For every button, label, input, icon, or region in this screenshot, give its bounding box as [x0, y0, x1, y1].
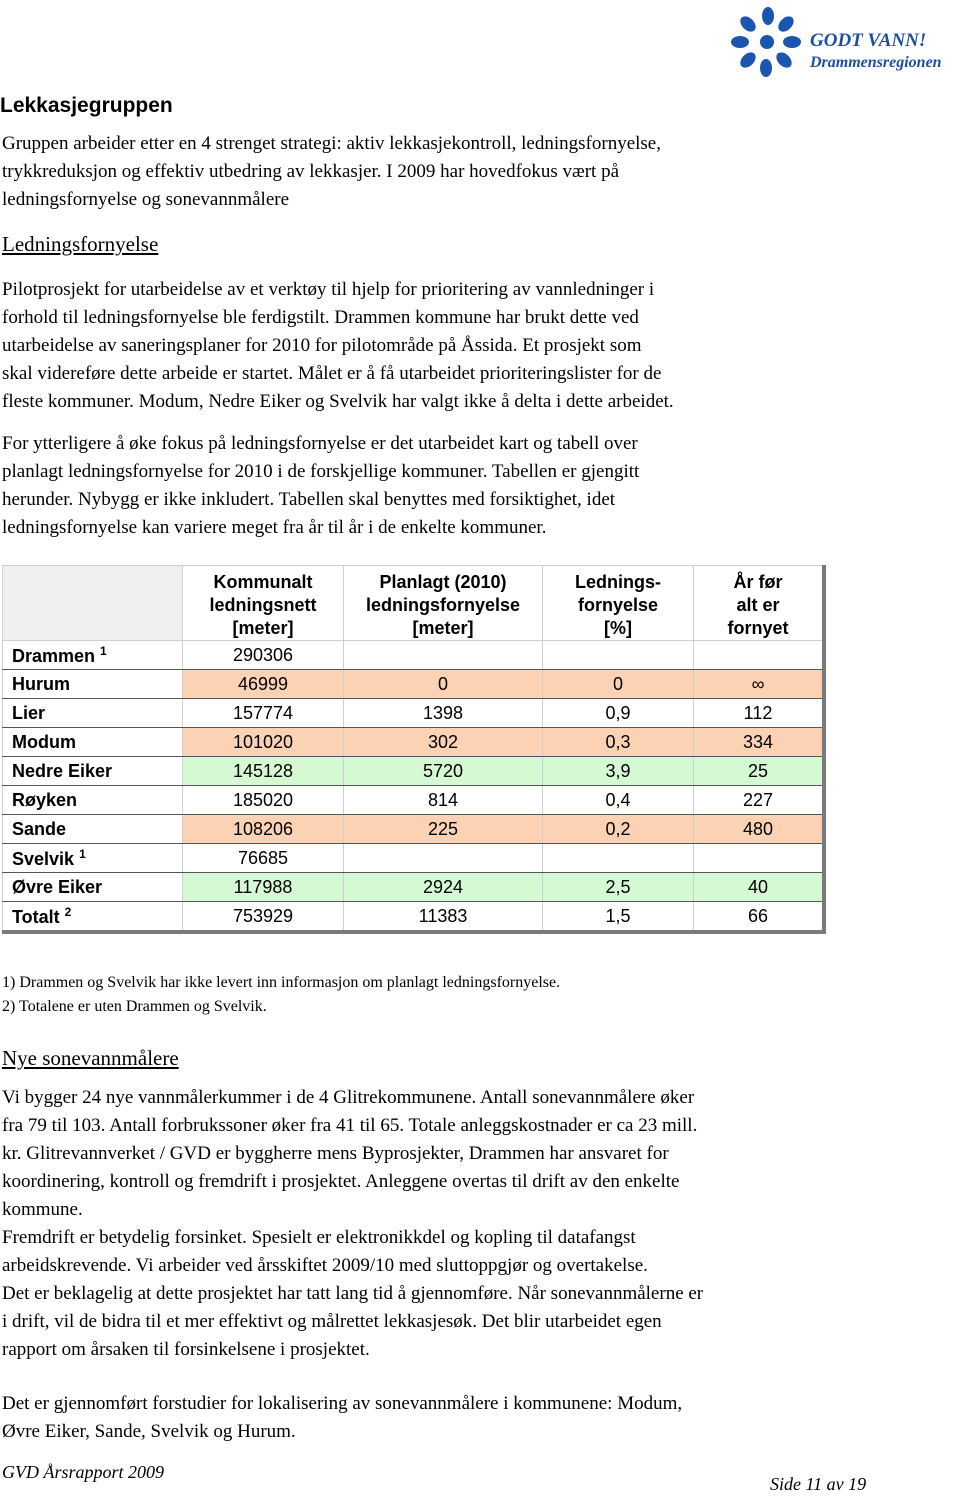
- table-row: [3, 699, 825, 728]
- para-line: Det er gjennomført forstudier for lokalisering av sonevannmålere i kommunene: Modum,: [2, 1393, 683, 1414]
- para-line: Vi bygger 24 nye vannmålerkummer i de 4 Glitrekommunene. Antall sonevannmålere øker: [2, 1087, 695, 1108]
- renewal-percent-cell: 0,2: [543, 815, 694, 844]
- para-line: rapport om årsaken til forsinkelsene i prosjektet.: [2, 1339, 370, 1360]
- renewal-percent-cell: 1,5: [543, 902, 694, 933]
- table-header-row: [3, 566, 825, 641]
- renewal-percent-cell: [543, 844, 694, 873]
- header-text: [meter]: [232, 618, 294, 638]
- para-line: Fremdrift er betydelig forsinket. Spesielt er elektronikkdel og kopling til datafangst: [2, 1227, 636, 1248]
- renewal-percent-cell: 0,9: [543, 699, 694, 728]
- para-line: i drift, vil de bidra til et mer effektivt og målrettet lekkasjesøk. Det blir utarbeidet egen: [2, 1311, 662, 1332]
- network-length-cell: 117988: [183, 873, 344, 902]
- footnote-2: 2) Totalene er uten Drammen og Svelvik.: [2, 998, 267, 1015]
- header-text: ledningsnett: [209, 595, 317, 615]
- network-length-cell: 108206: [183, 815, 344, 844]
- header-percent: [543, 566, 694, 641]
- planned-renewal-cell: [344, 844, 543, 873]
- footnote-marker: 1: [79, 846, 86, 861]
- municipality-name: [3, 670, 183, 699]
- years-cell: 66: [694, 902, 825, 933]
- years-cell: 40: [694, 873, 825, 902]
- footer-page-number: Side 11 av 19: [770, 1474, 867, 1494]
- para-line: kr. Glitrevannverket / GVD er byggherre mens Byprosjekter, Drammen har ansvaret for: [2, 1143, 669, 1164]
- network-length-cell: 145128: [183, 757, 344, 786]
- municipality-name: [3, 873, 183, 902]
- table-row: [3, 815, 825, 844]
- planned-renewal-cell: 302: [344, 728, 543, 757]
- para-line: Pilotprosjekt for utarbeidelse av et verktøy til hjelp for prioritering av vannledninger i: [2, 279, 655, 300]
- network-length-cell: 101020: [183, 728, 344, 757]
- years-cell: ∞: [694, 670, 825, 699]
- footnote-1: 1) Drammen og Svelvik har ikke levert inn informasjon om planlagt ledningsfornyelse.: [2, 974, 561, 991]
- renewal-percent-cell: 2,5: [543, 873, 694, 902]
- para-line: fleste kommuner. Modum, Nedre Eiker og Svelvik har valgt ikke å delta i dette arbeidet.: [2, 391, 674, 412]
- municipality-name: [3, 699, 183, 728]
- renewal-table: [2, 565, 826, 934]
- header-text: [%]: [604, 618, 632, 638]
- header-text: alt er: [736, 595, 780, 615]
- focus-paragraph: [2, 430, 852, 542]
- municipality-name: [3, 902, 183, 933]
- logo-subtitle: Drammensregionen: [810, 54, 942, 71]
- para-line: arbeidskrevende. Vi arbeider ved årsskiftet 2009/10 med sluttoppgjør og overtakelse.: [2, 1255, 648, 1276]
- prestudy-paragraph: [2, 1390, 852, 1446]
- years-cell: 25: [694, 757, 825, 786]
- para-line: ledningsfornyelse kan variere meget fra år til år i de enkelte kommuner.: [2, 517, 547, 538]
- municipality-name: [3, 641, 183, 670]
- intro-line: ledningsfornyelse og sonevannmålere: [2, 189, 290, 210]
- table-row: [3, 641, 825, 670]
- table-row: [3, 670, 825, 699]
- header-text: ledningsfornyelse: [365, 595, 521, 615]
- footer-report-title: GVD Årsrapport 2009: [2, 1462, 165, 1482]
- planned-renewal-cell: 0: [344, 670, 543, 699]
- intro-line: Gruppen arbeider etter en 4 strenget strategi: aktiv lekkasjekontroll, ledningsfornyelse,: [2, 133, 661, 154]
- header-text: Planlagt (2010): [379, 572, 507, 592]
- network-length-cell: 76685: [183, 844, 344, 873]
- network-length-cell: 753929: [183, 902, 344, 933]
- table-row: [3, 728, 825, 757]
- municipality-label: Hurum: [12, 673, 70, 694]
- planned-renewal-cell: 1398: [344, 699, 543, 728]
- planned-renewal-cell: 814: [344, 786, 543, 815]
- header-blank: [3, 566, 183, 641]
- section-heading: Lekkasjegruppen: [0, 94, 173, 117]
- intro-line: trykkreduksjon og effektiv utbedring av lekkasjer. I 2009 har hovedfokus vært på: [2, 161, 620, 182]
- logo-title: GODT VANN!: [810, 30, 927, 51]
- para-line: skal videreføre dette arbeide er startet. Målet er å få utarbeidet prioriteringslister for de: [2, 363, 662, 384]
- network-length-cell: 46999: [183, 670, 344, 699]
- header-text: fornyet: [727, 618, 789, 638]
- footnote-marker: 2: [64, 904, 72, 919]
- municipality-label: Drammen: [12, 645, 96, 666]
- municipality-name: [3, 844, 183, 873]
- table-row: [3, 786, 825, 815]
- municipality-name: [3, 786, 183, 815]
- table-row: [3, 873, 825, 902]
- planned-renewal-cell: 11383: [344, 902, 543, 933]
- municipality-name: [3, 757, 183, 786]
- subheading-ledningsfornyelse: Ledningsfornyelse: [2, 232, 159, 256]
- network-length-cell: 290306: [183, 641, 344, 670]
- intro-paragraph: [2, 130, 852, 214]
- municipality-label: Sande: [12, 818, 67, 839]
- header-years: [694, 566, 825, 641]
- municipality-label: Røyken: [12, 789, 78, 810]
- municipality-label: Øvre Eiker: [12, 876, 103, 897]
- years-cell: [694, 844, 825, 873]
- para-line: Det er beklagelig at dette prosjektet har tatt lang tid å gjennomføre. Når sonevannmålerne er: [2, 1283, 704, 1304]
- header-text: fornyelse: [577, 595, 659, 615]
- network-length-cell: 185020: [183, 786, 344, 815]
- renewal-percent-cell: 0: [543, 670, 694, 699]
- footnote-marker: 1: [100, 643, 107, 658]
- header-planned: [344, 566, 543, 641]
- para-line: forhold til ledningsfornyelse ble ferdigstilt. Drammen kommune har brukt dette ved: [2, 307, 639, 328]
- header-text: [meter]: [412, 618, 474, 638]
- para-line: herunder. Nybygg er ikke inkludert. Tabellen skal benyttes med forsiktighet, idet: [2, 489, 616, 510]
- renewal-percent-cell: [543, 641, 694, 670]
- municipality-label: Lier: [12, 702, 46, 723]
- planned-renewal-cell: 5720: [344, 757, 543, 786]
- municipality-name: [3, 728, 183, 757]
- meters-paragraph: [2, 1084, 882, 1364]
- municipality-name: [3, 815, 183, 844]
- para-line: utarbeidelse av saneringsplaner for 2010 for pilotområde på Åssida. Et prosjekt som: [2, 335, 642, 356]
- para-line: koordinering, kontroll og fremdrift i prosjektet. Anleggene overtas til drift av den enkelte: [2, 1171, 680, 1192]
- para-line: Øvre Eiker, Sande, Svelvik og Hurum.: [2, 1421, 296, 1442]
- years-cell: 480: [694, 815, 825, 844]
- network-length-cell: 157774: [183, 699, 344, 728]
- years-cell: 112: [694, 699, 825, 728]
- header-network: [183, 566, 344, 641]
- table-row: [3, 902, 825, 933]
- years-cell: [694, 641, 825, 670]
- renewal-percent-cell: 0,4: [543, 786, 694, 815]
- header-text: Lednings-: [575, 572, 661, 592]
- planned-renewal-cell: [344, 641, 543, 670]
- renewal-percent-cell: 0,3: [543, 728, 694, 757]
- years-cell: 334: [694, 728, 825, 757]
- pilot-paragraph: [2, 276, 852, 416]
- years-cell: 227: [694, 786, 825, 815]
- table-row: [3, 844, 825, 873]
- header-text: År før: [733, 572, 783, 592]
- para-line: For ytterligere å øke fokus på ledningsfornyelse er det utarbeidet kart og tabell over: [2, 433, 638, 454]
- municipality-label: Svelvik: [12, 848, 75, 869]
- header-text: Kommunalt: [213, 572, 313, 592]
- municipality-label: Nedre Eiker: [12, 760, 113, 781]
- municipality-label: Totalt: [12, 906, 60, 927]
- planned-renewal-cell: 2924: [344, 873, 543, 902]
- para-line: fra 79 til 103. Antall forbrukssoner øker fra 41 til 65. Totale anleggskostnader er ca 23 mill.: [2, 1115, 698, 1136]
- planned-renewal-cell: 225: [344, 815, 543, 844]
- para-line: planlagt ledningsfornyelse for 2010 i de forskjellige kommuner. Tabellen er gjengitt: [2, 461, 640, 482]
- table-row: [3, 757, 825, 786]
- subheading-sonevannmalere: Nye sonevannmålere: [2, 1046, 179, 1070]
- renewal-percent-cell: 3,9: [543, 757, 694, 786]
- para-line: kommune.: [2, 1199, 83, 1220]
- municipality-label: Modum: [12, 731, 76, 752]
